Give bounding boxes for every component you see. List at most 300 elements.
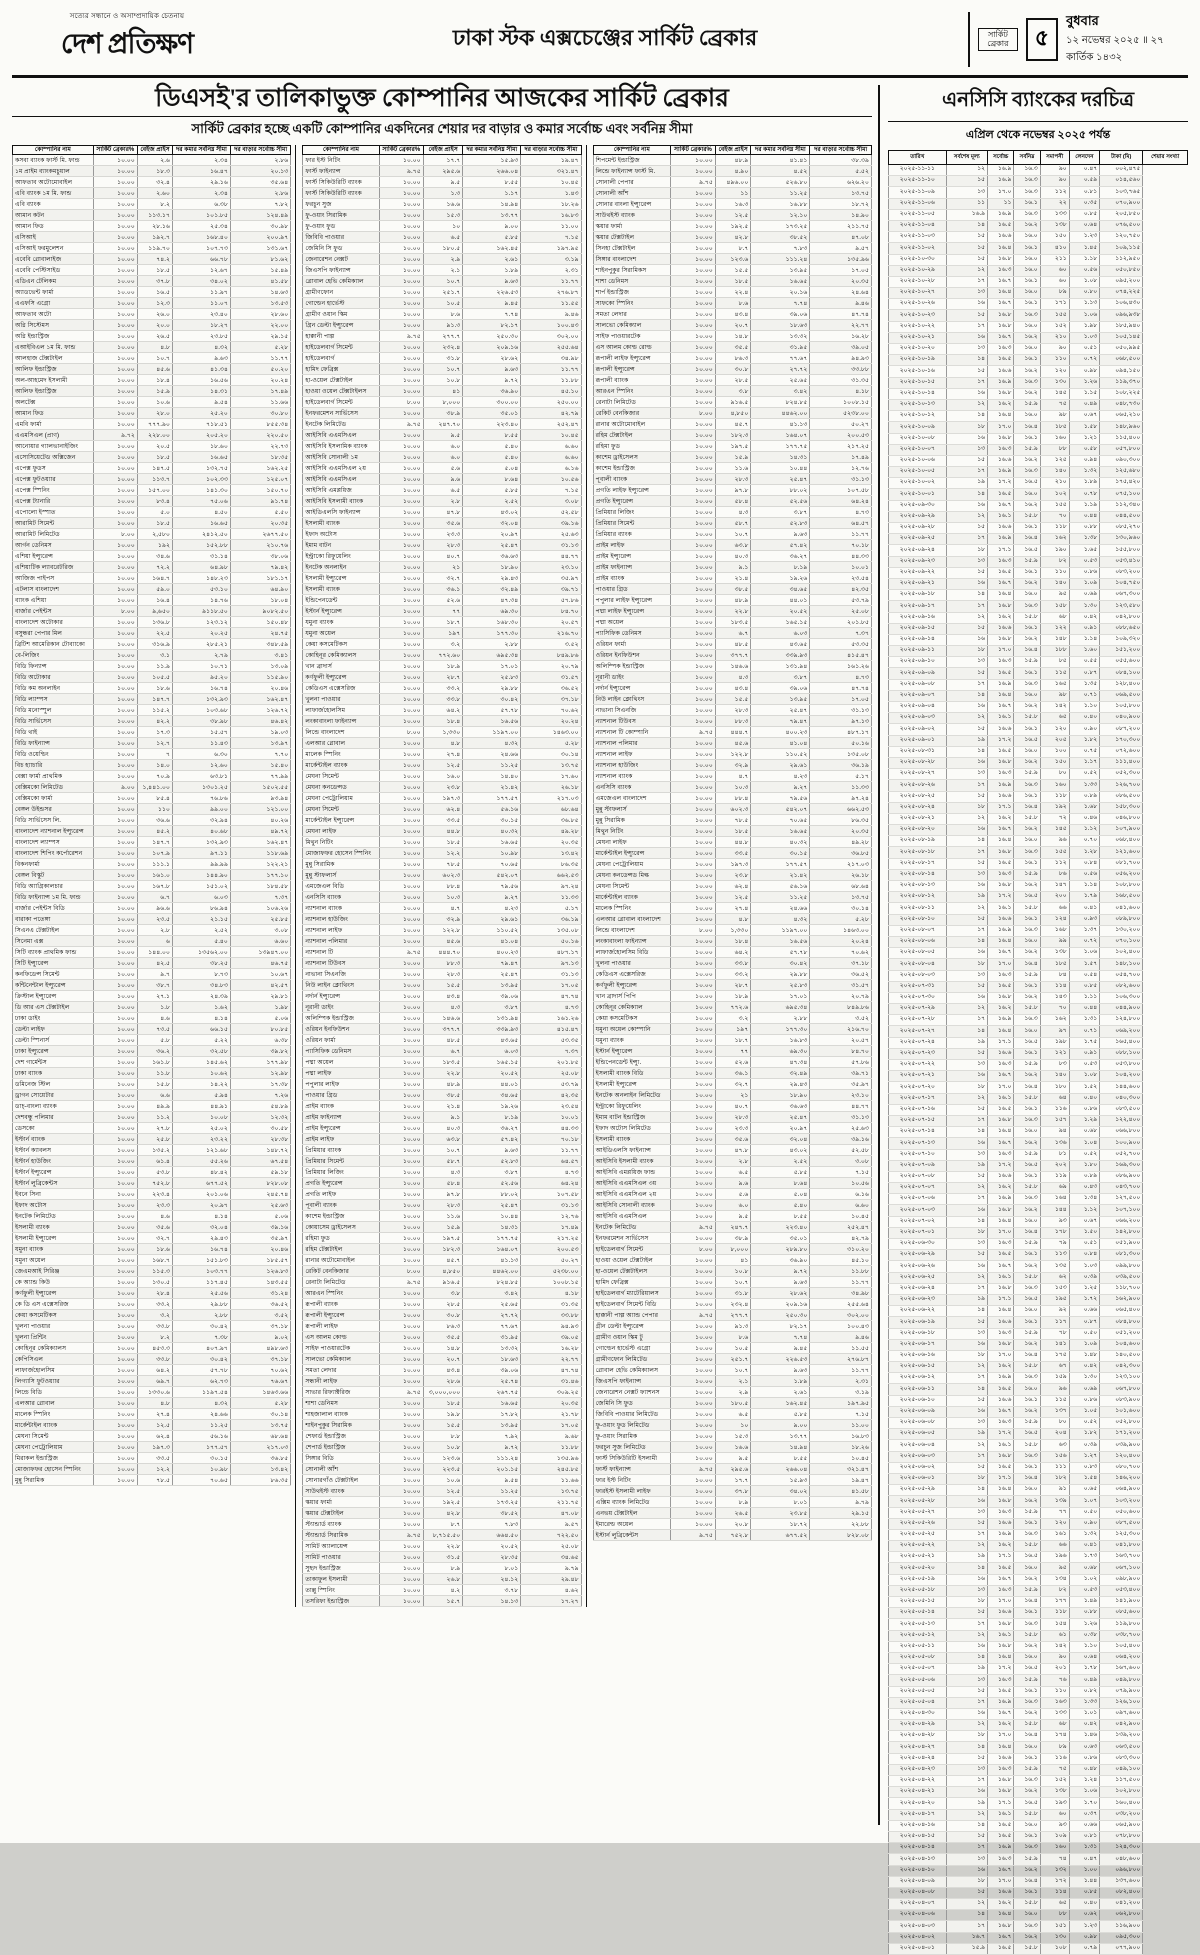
- ncc-table-row: [889, 366, 1188, 377]
- ncc-table-row: [889, 1328, 1188, 1339]
- table-row: [13, 1024, 291, 1035]
- cell-company: ন্যাশনাল ব্যাংক: [593, 771, 670, 782]
- ncc-table-row: [889, 590, 1188, 601]
- cell-value: ১৬.৮৮: [751, 199, 810, 210]
- cell-value: ১৬.৮৩: [751, 1035, 810, 1046]
- cell-value: ১৩১.৯৪: [751, 661, 810, 672]
- cell-value: ১৮: [946, 1350, 987, 1361]
- cell-value: ১১.৬৬: [521, 1475, 581, 1486]
- cell-value: ৫২.৫৮: [810, 1145, 872, 1156]
- cell-date: ২০২৫-১০-০৬: [889, 455, 947, 466]
- cell-value: ৬৮.৬৪: [230, 1431, 290, 1442]
- cell-value: ১০.০০: [93, 595, 137, 606]
- cell-value: ১০.০০: [93, 914, 137, 925]
- cell-date: ২০২৫-০৮-২১: [889, 813, 947, 824]
- cell-company: আইডিএলসি ফাইন্যান্স: [593, 1145, 670, 1156]
- cell-value: ১৬.৪: [988, 1216, 1014, 1227]
- cell-value: ৪০০.২৩: [751, 727, 810, 738]
- cell-company: আরামিট লিমিটেড: [13, 529, 94, 540]
- cell-date: ২০২৫-০৯-২৩: [889, 556, 947, 567]
- cell-value: ৬৬২.৫৩: [810, 804, 872, 815]
- table-row: [303, 265, 581, 276]
- cell-value: ১৬: [946, 500, 987, 511]
- cell-value: ৯.৭২: [463, 1442, 521, 1453]
- cell-value: ১৬৮.৩০: [463, 617, 521, 628]
- cell-value: ০৩৮,৭০০: [1100, 1630, 1143, 1641]
- cell-date: ২০২৫-০৮-১২: [889, 892, 947, 903]
- cell-value: ৮.২: [137, 1332, 172, 1343]
- ncc-table-row: [889, 634, 1188, 645]
- table-row: [303, 1013, 581, 1024]
- cell-value: ১০.০০: [670, 243, 715, 254]
- cell-company: তাল্লু স্পিনিং: [303, 1585, 379, 1596]
- cell-value: ১৪.৩১: [751, 452, 810, 463]
- cell-value: ১০২,৪০০: [1100, 948, 1143, 959]
- cell-value: ২২৩.৪০: [751, 1222, 810, 1233]
- cell-value: ০.৬২: [1069, 1910, 1100, 1921]
- cell-value: ৩৪.৬৫: [751, 584, 810, 595]
- cell-value: ১৫১.৮৩: [173, 1255, 231, 1266]
- cell-company: স্কয়ার ফার্মা: [593, 221, 670, 232]
- cell-value: ১০.০০: [379, 1321, 423, 1332]
- cell-value: ১০.০০: [670, 551, 715, 562]
- cell-value: ১৬.৫: [988, 858, 1014, 869]
- cell-value: ২৪.৬৪: [810, 287, 872, 298]
- cell-date: ২০২৫-০৬-২৪: [889, 1283, 947, 1294]
- cell-company: ইসলামী ব্যাংক: [13, 1222, 94, 1233]
- cell-value: ০৮৩,৫০০: [1100, 1104, 1143, 1115]
- cell-company: প্রাইম ফাইন্যান্স: [303, 1112, 379, 1123]
- cell-date: ২০২৫-০৪-১৬: [889, 1820, 947, 1831]
- cell-value: ১৪৭.৫: [137, 463, 172, 474]
- cell-value: ১২১.৬৮: [173, 1145, 231, 1156]
- cell-value: ৩৭৭.৭: [715, 650, 750, 661]
- cell-value: ০৮৩,২০০: [1100, 567, 1143, 578]
- cell-value: ১৬.৫: [988, 355, 1014, 366]
- cell-value: ১৭৮: [1040, 1227, 1069, 1238]
- table-row: [593, 705, 871, 716]
- cell-value: ২০.৩৫: [521, 1398, 581, 1409]
- cell-value: ৪৫.১০: [521, 386, 581, 397]
- cell-company: গ্লোবাল হেভি কেমিক্যালস: [593, 1365, 670, 1376]
- cell-value: ১৬.৪: [988, 1127, 1014, 1138]
- table-row: [593, 1244, 871, 1255]
- cell-company: মেঘনা কনডেন্সড মিল্ক: [593, 870, 670, 881]
- cell-value: ০৮৬,৫০০: [1100, 791, 1143, 802]
- table-row: [13, 694, 291, 705]
- cell-value: ১৫.৪০: [230, 760, 290, 771]
- table-row: [13, 1112, 291, 1123]
- cell-value: ১০.০০: [93, 1145, 137, 1156]
- cell-value: ১৮.৬: [137, 683, 172, 694]
- cell-company: মিথুন নিটিং: [593, 826, 670, 837]
- table-row: [13, 1101, 291, 1112]
- table-row: [593, 265, 871, 276]
- cell-value: ১০.৭: [423, 1145, 463, 1156]
- cell-company: যমুনা অয়েল: [13, 1255, 94, 1266]
- cell-value: ৯৩: [1040, 1820, 1069, 1831]
- cell-value: ১০.০০: [379, 991, 423, 1002]
- cell-company: এলআর গ্লোবাল: [303, 738, 379, 749]
- cell-value: ১৮.৩৫: [230, 452, 290, 463]
- cell-value: ৬.১৬: [521, 463, 581, 474]
- cell-value: ১০৪,৭৫০: [1100, 578, 1143, 589]
- circuit-breaker-table-3: [593, 145, 872, 1542]
- cell-date: ২০২৫-১০-১৫: [889, 377, 947, 388]
- cell-value: ১৯: [946, 1294, 987, 1305]
- cell-value: ১৬.৫: [988, 489, 1014, 500]
- cell-value: ৭৫২.৮: [715, 1530, 750, 1541]
- cell-company: মেঘনা সিমেন্ট: [303, 771, 379, 782]
- cell-value: ১৯: [946, 1429, 987, 1440]
- cell-value: ১৮.৬৩: [463, 1354, 521, 1365]
- cell-company: পদ্মা লাইফ: [303, 1068, 379, 1079]
- cell-value: ১৫: [946, 668, 987, 679]
- cell-value: ০.৭০: [1069, 836, 1100, 847]
- cell-value: ১৮৩.৫: [423, 1057, 463, 1068]
- cell-value: ৫.৪০: [463, 441, 521, 452]
- cell-value: ১৬.৪: [1014, 959, 1040, 970]
- cell-value: ১০.০০: [379, 584, 423, 595]
- cell-value: ১৬.৩: [1014, 847, 1040, 858]
- cell-value: ১৫১.০২: [173, 881, 231, 892]
- cell-value: ৯.৫৪: [173, 397, 231, 408]
- cell-value: ১৮.৬০: [173, 441, 231, 452]
- cell-date: ২০২৫-০৪-০২: [889, 1932, 947, 1943]
- cell-value: ৯.৭২: [751, 1266, 810, 1277]
- cell-value: ৫.০৪: [751, 1189, 810, 1200]
- cell-value: ১৬.৫: [1014, 478, 1040, 489]
- cell-value: ১৭.৩৮: [230, 1079, 290, 1090]
- cell-value: ৫২.৬: [423, 595, 463, 606]
- cell-value: ৯.২৭: [463, 892, 521, 903]
- table-row: [13, 1079, 291, 1090]
- cell-value: ১৯.২৬: [463, 1101, 521, 1112]
- cell-value: ১৭.০: [988, 1227, 1014, 1238]
- cell-value: ৬০: [1040, 1809, 1069, 1820]
- cell-value: ৮৫: [1040, 657, 1069, 668]
- cell-value: ১৬.৩: [1014, 1194, 1040, 1205]
- ncc-table-row: [889, 198, 1188, 209]
- cell-value: ১০.০০: [93, 397, 137, 408]
- cell-value: ১৭.০: [988, 1350, 1014, 1361]
- cell-value: ১১.৭৭: [521, 276, 581, 287]
- cell-date: ২০২৫-০৭-২৩: [889, 1048, 947, 1059]
- cell-value: ১০.০০: [93, 1288, 137, 1299]
- cell-date: ২০২৫-০৯-০৮: [889, 679, 947, 690]
- cell-company: ডেল্টা লাইফ: [13, 1024, 94, 1035]
- cell-value: ১৪৪: [1040, 1205, 1069, 1216]
- cell-value: ১০.০০: [93, 1189, 137, 1200]
- cell-company: হাওয়া ওয়েল টেক্সটাইলস: [303, 386, 379, 397]
- cell-value: ৯.৭৫: [379, 1277, 423, 1288]
- cell-value: ১৬.৮: [988, 992, 1014, 1003]
- table-row: [13, 474, 291, 485]
- cell-value: ১৬.১: [1014, 567, 1040, 578]
- table-row: [13, 364, 291, 375]
- cell-value: ৫.৪০: [751, 1200, 810, 1211]
- cell-value: ৪২.৮: [423, 1508, 463, 1519]
- cell-value: ১১৭,৫০০: [1100, 1776, 1143, 1787]
- cell-value: ১৬.৫: [988, 1686, 1014, 1697]
- cell-value: ৯.৭৫: [670, 1464, 715, 1475]
- cell-date: ২০২৫-০৯-২৮: [889, 523, 947, 534]
- cell-value: ১৮.৭: [715, 1035, 750, 1046]
- cell-value: ১৬.০: [1014, 746, 1040, 757]
- cell-date: ২০২৫-০৮-১৩: [889, 881, 947, 892]
- table-row: [13, 1156, 291, 1167]
- cell-value: ০৫২,৭০০: [1100, 1149, 1143, 1160]
- cell-value: ১০.০০: [93, 1387, 137, 1398]
- cell-value: ১০.০০: [93, 705, 137, 716]
- cell-value: ৯.৫: [715, 1453, 750, 1464]
- cell-company: ওরিয়ন ফার্মা: [593, 639, 670, 650]
- cell-value: ১০.০০: [93, 507, 137, 518]
- cell-value: ১৬.৯: [988, 1373, 1014, 1384]
- cell-value: ১০.০০: [670, 221, 715, 232]
- cell-value: ১৩১.৯৪: [463, 1013, 521, 1024]
- cell-value: ১২.৬০: [173, 760, 231, 771]
- cell-value: ৮৫.৪: [137, 793, 172, 804]
- cell-value: ১১.৬: [715, 463, 750, 474]
- cell-value: ১১৯৭.০০: [463, 727, 521, 738]
- ncc-table-row: [889, 310, 1188, 321]
- cell-value: ২৩.৫: [137, 914, 172, 925]
- cell-value: ১৭৭.৫৭: [463, 793, 521, 804]
- cell-company: বিডি ল্যাম্পস: [13, 694, 94, 705]
- cell-value: ১.৫০: [1069, 1227, 1100, 1238]
- cell-value: ১৬: [946, 1071, 987, 1082]
- cell-value: ১০.০০: [93, 628, 137, 639]
- cell-value: ১০.০০: [93, 463, 137, 474]
- table-row: [303, 606, 581, 617]
- cell-value: ০.৬৭: [1069, 1216, 1100, 1227]
- cell-value: ২০.৫: [137, 441, 172, 452]
- cell-company: মোজাফফর হোসেন স্পিনিং: [303, 848, 379, 859]
- cell-date: ২০২৫-০৮-২৪: [889, 802, 947, 813]
- cell-company: পদ্মা অয়েল: [303, 1057, 379, 1068]
- table-row: [13, 507, 291, 518]
- cell-value: ১৬.১: [1014, 523, 1040, 534]
- cell-value: ২.১: [715, 1376, 750, 1387]
- cell-value: ১৪: [946, 1820, 987, 1831]
- cell-value: ৩.০৮: [521, 496, 581, 507]
- cell-value: ০৯৬,৯৩৮: [1100, 310, 1143, 321]
- cell-value: ১৬২.৪৭: [230, 837, 290, 848]
- cell-value: ১৬.৮: [988, 1115, 1014, 1126]
- table-row: [13, 980, 291, 991]
- cell-value: ৮.০০: [670, 925, 715, 936]
- cell-value: ৩২.০৪: [463, 518, 521, 529]
- cell-value: ৯৩: [1040, 1216, 1069, 1227]
- table-row: [303, 1233, 581, 1244]
- th-base: বেইজ প্রাইস: [137, 145, 172, 155]
- cell-value: ১৬.০: [1014, 321, 1040, 332]
- cell-company: শেফার্ড ইন্ডাস্ট্রিজ: [303, 1431, 379, 1442]
- cell-company: আরামিট সিমেন্ট: [13, 518, 94, 529]
- cell-value: ১৩: [946, 187, 987, 198]
- cell-value: ৬৩.৮: [715, 540, 750, 551]
- cell-value: ০.৫২: [1069, 1149, 1100, 1160]
- cell-value: ৪৭.৭৪: [521, 1365, 581, 1376]
- cell-value: ৯.৬৩: [463, 364, 521, 375]
- cell-company: এবি ব্যাংক: [13, 199, 94, 210]
- ncc-table-row: [889, 1406, 1188, 1417]
- cell-value: ৭.৭৪: [751, 1332, 810, 1343]
- cell-value: ১৫.৭: [423, 1596, 463, 1607]
- cell-value: ৭০.৬৫: [751, 815, 810, 826]
- table-row: [593, 1497, 871, 1508]
- cell-value: ১০: [423, 221, 463, 232]
- cell-company: রহিম টেক্সটাইল: [303, 1244, 379, 1255]
- cell-value: ১০.০০: [93, 1321, 137, 1332]
- cell-value: ২৯.৬১: [751, 760, 810, 771]
- cell-value: ১১.৭৭: [810, 1365, 872, 1376]
- cell-value: ১২০: [1040, 366, 1069, 377]
- cell-value: ১৬.৭৪: [173, 1244, 231, 1255]
- ncc-table-row: [889, 1675, 1188, 1686]
- cell-value: ১৩: [946, 288, 987, 299]
- cell-value: ৪০.৭: [423, 551, 463, 562]
- cell-value: ১৫.৯: [423, 1222, 463, 1233]
- cell-company: আফতাব অটোমোবাইল: [13, 177, 94, 188]
- cell-value: ১০.০০: [670, 980, 715, 991]
- cell-value: ১০.০০: [670, 320, 715, 331]
- cell-value: ১৬.৩: [988, 1328, 1014, 1339]
- cell-value: ১৭৭.৩০: [463, 628, 521, 639]
- cell-value: ১৯: [946, 735, 987, 746]
- cell-value: ১০.০০: [670, 694, 715, 705]
- cell-date: ২০২৫-০৪-২৯: [889, 1720, 947, 1731]
- cell-value: ১.০৯: [1069, 578, 1100, 589]
- cell-value: ১৬.৩: [1014, 1451, 1040, 1462]
- cell-company: অলটেক্স: [13, 397, 94, 408]
- cell-value: ১০.০০: [670, 782, 715, 793]
- cell-value: ১০৮,২২৫: [1100, 388, 1143, 399]
- cell-date: ২০২৫-০৯-২৪: [889, 545, 947, 556]
- cell-value: ১৪৪.৯০: [173, 870, 231, 881]
- cell-value: ১৪: [946, 1306, 987, 1317]
- cell-value: ১৬.২: [988, 1899, 1014, 1910]
- cell-value: ৪.২৩: [463, 903, 521, 914]
- cell-value: ২০০.৫৩: [810, 430, 872, 441]
- cell-value: ১০৫,১৪৫: [1100, 332, 1143, 343]
- cell-value: ১.২৪: [1069, 1776, 1100, 1787]
- cell-value: ১৭.০: [988, 422, 1014, 433]
- cell-value: ১০.০০: [670, 1420, 715, 1431]
- cell-value: ১৬: [946, 948, 987, 959]
- cell-value: ৭.৩৭: [521, 1046, 581, 1057]
- cell-value: ৯.৭: [137, 969, 172, 980]
- cell-value: ১৮: [946, 802, 987, 813]
- cell-value: ১০.০০: [670, 1167, 715, 1178]
- cell-value: ১০.০০: [670, 1090, 715, 1101]
- cell-value: ১৬.৩: [1014, 1619, 1040, 1630]
- cell-value: ১৯২.৫: [423, 1497, 463, 1508]
- cell-value: ১৭৫: [1040, 1350, 1069, 1361]
- cell-value: ১০.৮: [423, 1442, 463, 1453]
- cell-value: ৩৬.৯০: [463, 386, 521, 397]
- cell-value: ১২.২: [423, 848, 463, 859]
- ncc-table-row: [889, 1541, 1188, 1552]
- cell-value: ১৬.৪: [1014, 646, 1040, 657]
- cell-value: ১২৫,৩০০: [1100, 1529, 1143, 1540]
- cell-value: ৫০.২৭: [521, 1255, 581, 1266]
- table-row: [593, 1365, 871, 1376]
- cell-value: ০৯০,৩০০: [1100, 455, 1143, 466]
- cell-company: পপুলার লাইফ: [303, 1079, 379, 1090]
- cell-value: ১৪০: [1040, 1071, 1069, 1082]
- ncc-table-row: [889, 601, 1188, 612]
- cell-value: ১০.০০: [670, 1002, 715, 1013]
- cell-value: ১০.০০: [379, 386, 423, 397]
- cell-value: ১৩৫.৯৬: [521, 1453, 581, 1464]
- cell-value: ৮০: [1040, 1418, 1069, 1429]
- cell-value: ৩২১.৪৭: [810, 1464, 872, 1475]
- table-row: [593, 276, 871, 287]
- cell-company: নর্দার্ন ইন্স্যুরেন্স: [303, 991, 379, 1002]
- cell-value: ৮.৫৫: [751, 1453, 810, 1464]
- cell-value: ১৬.২: [1014, 1138, 1040, 1149]
- cell-value: ১২৮,৪০০: [1100, 679, 1143, 690]
- cell-value: ১৬.৪: [988, 411, 1014, 422]
- table-row: [13, 1002, 291, 1013]
- cell-value: ০৮৭,২০০: [1100, 724, 1143, 735]
- cell-value: ৫৫.২৬: [173, 1156, 231, 1167]
- table-row: [593, 815, 871, 826]
- cell-value: ৮৬.৩: [715, 353, 750, 364]
- ncc-table-row: [889, 1350, 1188, 1361]
- ncc-table-row: [889, 1697, 1188, 1708]
- cell-value: ১৬.২: [1014, 702, 1040, 713]
- table-row: [303, 1552, 581, 1563]
- cell-value: ৮৮: [1040, 444, 1069, 455]
- cell-value: ৩৬.৮৫: [230, 1453, 290, 1464]
- cell-value: ১০.০০: [93, 1376, 137, 1387]
- cell-value: ১০.০০: [379, 892, 423, 903]
- cell-value: ১০.০০: [670, 1508, 715, 1519]
- table-row: [303, 1431, 581, 1442]
- cell-value: ৪২.৭৯: [810, 1233, 872, 1244]
- cell-value: ১৬: [946, 1406, 987, 1417]
- cell-value: ১০.০০: [670, 1145, 715, 1156]
- ncc-table-row: [889, 1529, 1188, 1540]
- cell-value: ১০.০০: [670, 760, 715, 771]
- cell-value: ১৬.১: [1014, 914, 1040, 925]
- cell-value: ৪৮.৫: [423, 1035, 463, 1046]
- cell-value: ৩.৪১: [230, 650, 290, 661]
- cell-value: ৩৬.১৯: [521, 914, 581, 925]
- ncc-table-row: [889, 623, 1188, 634]
- cell-value: ০.৩৯: [1069, 1440, 1100, 1451]
- table-row: [303, 155, 581, 166]
- cell-value: ১৫.৯: [1014, 1854, 1040, 1865]
- ncc-table-row: [889, 780, 1188, 791]
- table-row: [303, 518, 581, 529]
- th-high: দর বাড়ার সর্বোচ্চ সীমা: [810, 145, 872, 155]
- cell-value: ৪৭.৭৪: [810, 683, 872, 694]
- cell-value: ২০০.৯৭: [230, 232, 290, 243]
- cell-value: ১৫.৮: [1014, 1943, 1040, 1954]
- cell-company: যমুনা অয়েল কোম্পানি: [593, 1024, 670, 1035]
- ncc-table-row: [889, 1899, 1188, 1910]
- ncc-table-row: [889, 1664, 1188, 1675]
- cell-value: ৩৬.১৯: [810, 760, 872, 771]
- table-row: [13, 155, 291, 166]
- cell-value: ১৬.৩: [988, 1585, 1014, 1596]
- cell-value: ০.৮১: [1069, 187, 1100, 198]
- logo-tagline: সত্যের সন্ধানে ও অসাম্প্রদায়িক চেতনায়: [69, 13, 185, 20]
